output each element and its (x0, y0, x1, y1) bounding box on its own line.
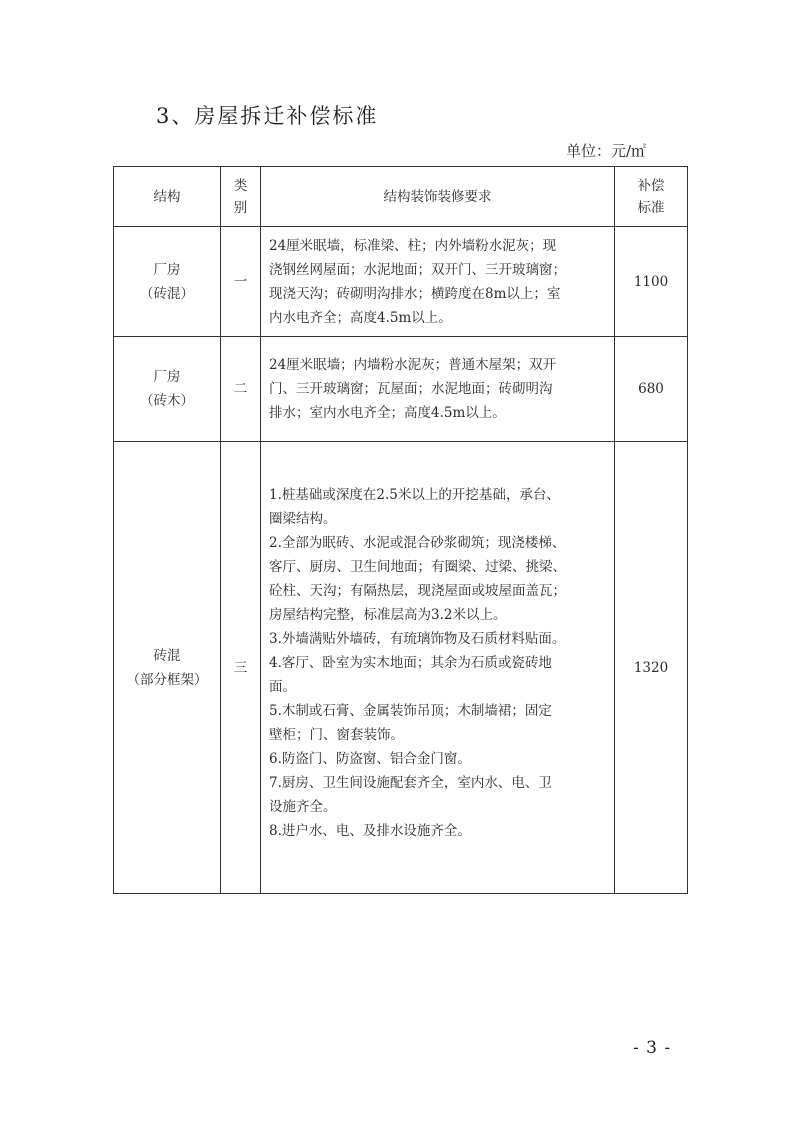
structure-cell (114, 227, 221, 337)
requirement-line: 2.全部为眠砖、水泥或混合砂浆砌筑；现浇楼梯、 (269, 534, 566, 551)
requirement-line: 4.客厅、卧室为实木地面；其余为石质或瓷砖地 (269, 654, 552, 671)
structure-line: （砖木） (140, 393, 194, 409)
header-structure: 结构 (114, 167, 221, 227)
compensation-table (113, 166, 688, 894)
table-row (114, 227, 688, 337)
structure-line: （部分框架） (126, 671, 208, 688)
structure-cell (114, 337, 221, 442)
structure-cell (114, 442, 221, 894)
compensation-cell: 1320 (615, 442, 688, 894)
requirements-cell (261, 337, 615, 442)
section-title: 3、房屋拆迁补偿标准 (156, 104, 379, 128)
compensation-cell: 680 (615, 337, 688, 442)
requirement-line: 砼柱、天沟；有隔热层，现浇屋面或坡屋面盖瓦； (269, 582, 566, 599)
header-category: 类别 (221, 167, 261, 227)
page-number: - 3 - (633, 1038, 672, 1058)
requirement-line: 3.外墙满贴外墙砖，有琉璃饰物及石质材料贴面。 (269, 630, 566, 647)
requirement-line: 房屋结构完整，标准层高为3.2米以上。 (269, 606, 507, 623)
table-row (114, 442, 688, 894)
header-compensation: 补偿标准 (615, 167, 688, 227)
requirement-line: 5.木制或石膏、金属装饰吊顶；木制墙裙；固定 (269, 702, 552, 719)
requirement-line: 排水；室内水电齐全；高度4.5m以上。 (269, 405, 506, 421)
requirement-line: 6.防盗门、防盗窗、铝合金门窗。 (269, 750, 471, 767)
requirement-line: 内水电齐全；高度4.5m以上。 (269, 309, 452, 326)
requirement-line: 壁柜；门、窗套装饰。 (269, 726, 404, 743)
requirement-line: 24厘米眠墙；内墙粉水泥灰；普通木屋架；双开 (269, 357, 557, 373)
requirement-line: 现浇天沟；砖砌明沟排水；横跨度在8m以上；室 (269, 285, 561, 302)
requirement-line: 客厅、厨房、卫生间地面；有圈梁、过梁、挑梁、 (269, 558, 566, 575)
structure-line: （砖混） (140, 285, 194, 302)
table-header-row (114, 167, 688, 227)
category-cell: 二 (221, 337, 261, 442)
requirement-line: 门、三开玻璃窗；瓦屋面；水泥地面；砖砌明沟 (269, 381, 553, 397)
requirement-line: 面。 (269, 678, 296, 695)
requirement-line: 24厘米眠墙，标准梁、柱；内外墙粉水泥灰；现 (269, 237, 557, 254)
requirement-line: 1.桩基础或深度在2.5米以上的开挖基础，承台、 (269, 486, 560, 503)
table-row (114, 337, 688, 442)
requirement-line: 7.厨房、卫生间设施配套齐全，室内水、电、卫 (269, 774, 552, 791)
header-requirements: 结构装饰装修要求 (261, 167, 615, 227)
structure-line: 厂房 (153, 369, 181, 385)
category-cell: 一 (221, 227, 261, 337)
requirement-line: 8.进户水、电、及排水设施齐全。 (269, 822, 471, 839)
structure-line: 厂房 (153, 261, 181, 278)
requirement-line: 浇钢丝网屋面；水泥地面；双开门、三开玻璃窗； (269, 261, 566, 278)
category-cell: 三 (221, 442, 261, 894)
unit-label: 单位：元/㎡ (566, 142, 647, 160)
compensation-cell: 1100 (615, 227, 688, 337)
structure-line: 砖混 (153, 647, 181, 664)
requirements-cell (261, 442, 615, 894)
requirement-line: 设施齐全。 (269, 798, 337, 815)
requirement-line: 圈梁结构。 (269, 510, 337, 527)
requirements-cell (261, 227, 615, 337)
